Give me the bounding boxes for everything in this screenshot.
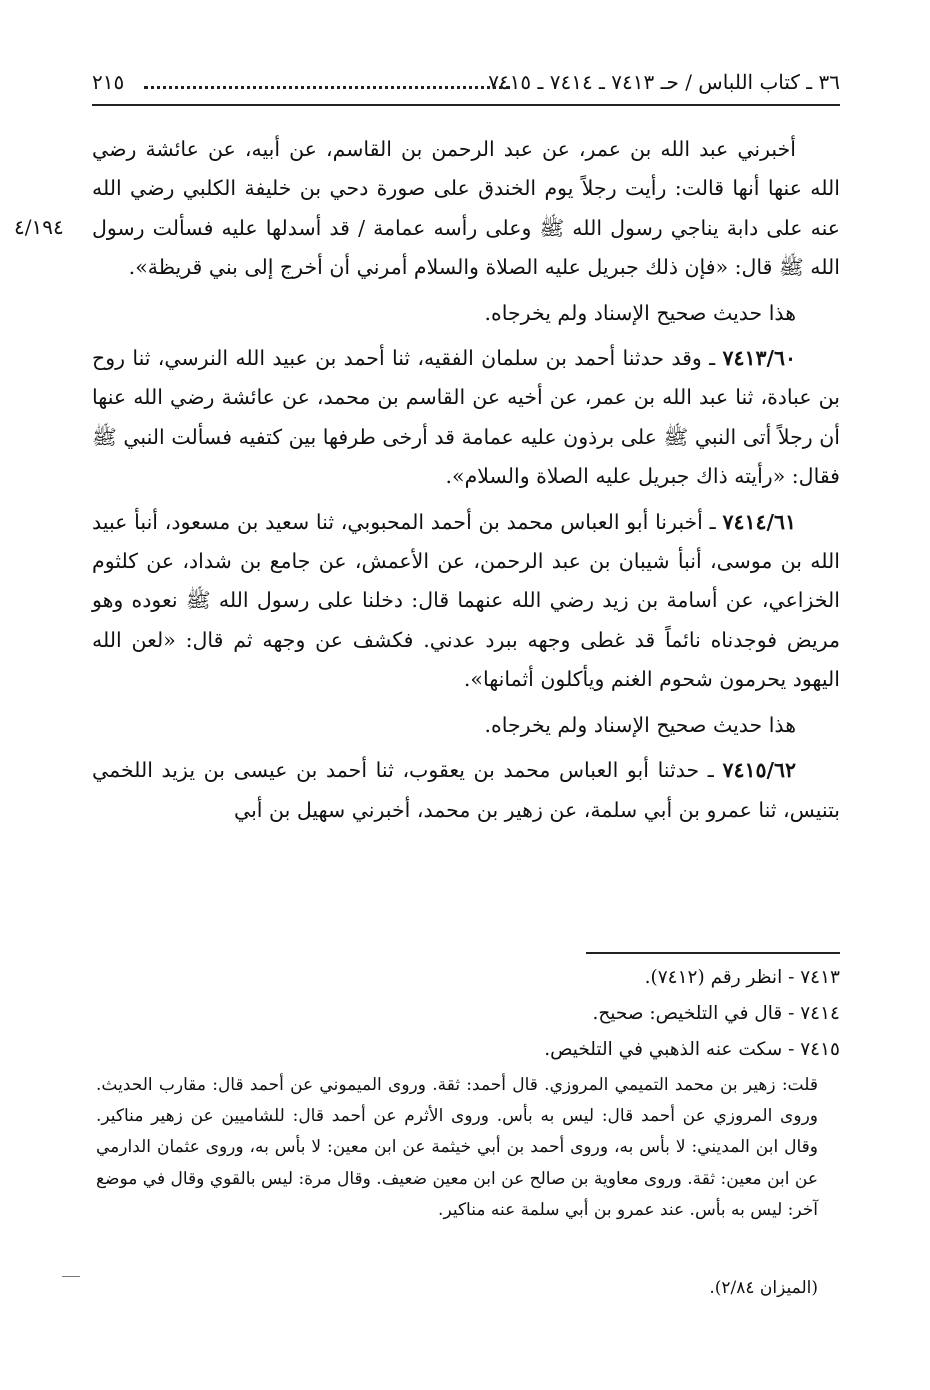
hadith-number: ٧٤١٣/٦٠ [722, 346, 796, 371]
hadith-7414 [92, 503, 840, 700]
header-title: ٣٦ ـ كتاب اللباس / حـ ٧٤١٣ ـ ٧٤١٤ ـ ٧٤١٥ [488, 70, 840, 94]
footnote-note: قلت: زهير بن محمد التميمي المروزي. قال أحمد: ثقة. وروى الميموني عن أحمد قال: مقارب الحديث. وروى المروزي عن أحمد قال: ليس به بأس. وروى الأثرم عن أحمد قال: للشاميين عن زهير مناكير. وقال ابن المديني: لا بأس به، وروى أحمد بن أبي خيثمة عن ابن معين: لا بأس به، وروى عثمان الدارمي عن ابن معين: ثقة. وروى معاوية بن صالح عن ابن معين ضعيف. وقال مرة: ليس بالقوي وقال في موضع آخر: ليس به بأس. عند عمرو بن أبي سلمة عنه مناكير. [96, 1075, 818, 1220]
scan-mark [62, 1276, 80, 1277]
hadith-number: ٧٤١٥/٦٢ [722, 758, 796, 783]
footnote-7413: ٧٤١٣ - انظر رقم (٧٤١٢). [644, 967, 840, 988]
footnote-7415: ٧٤١٥ - سكت عنه الذهبي في التلخيص. [544, 1039, 840, 1060]
paragraph-5: هذا حديث صحيح الإسناد ولم يخرجاه. [484, 712, 796, 737]
hadith-7415 [92, 751, 840, 830]
hadith-text: ـ حدثنا أبو العباس محمد بن يعقوب، ثنا أحمد بن عيسى بن يزيد اللخمي بتنيس، ثنا عمرو بن أبي سلمة، عن زهير بن محمد، أخبرني سهيل بن أبي [92, 758, 840, 822]
hadith-text: ـ وقد حدثنا أحمد بن سلمان الفقيه، ثنا أحمد بن عبيد الله النرسي، ثنا روح بن عبادة، ثنا عبد الله بن عمر، عن أخيه عن القاسم بن محمد، عن عائشة رضي الله عنها أن رجلاً أتى النبي ﷺ على برذون عليه عمامة قد أرخى طرفها بين كتفيه فسألت النبي ﷺ فقال: «رأيته ذاك جبريل عليه الصلاة والسلام». [92, 346, 840, 489]
margin-reference: ٤/١٩٤ [14, 215, 64, 239]
page-number: ٢١٥ [92, 70, 125, 94]
paragraph-1: أخبرني عبد الله بن عمر، عن عبد الرحمن بن القاسم، عن أبيه، عن عائشة رضي الله عنها أنها قالت: رأيت رجلاً يوم الخندق على صورة دحي بن خليفة الكلبي رضي الله عنه على دابة يناجي رسول الله ﷺ وعلى رأسه عمامة / قد أسدلها عليه فسألت رسول الله ﷺ قال: «فإن ذلك جبريل عليه الصلاة والسلام أمرني أن أخرج إلى بني قريظة». [92, 137, 840, 280]
hadith-number: ٧٤١٤/٦١ [722, 509, 796, 534]
hadith-7413 [92, 339, 840, 497]
footnote-source: (الميزان ٢/٨٤). [709, 1278, 818, 1298]
footnote-commentary [96, 1070, 818, 1226]
header-dot-leader [144, 86, 510, 89]
main-text [92, 130, 840, 830]
hadith-text: ـ أخبرنا أبو العباس محمد بن أحمد المحبوبي، ثنا سعيد بن مسعود، أنبأ عبيد الله بن موسى، أنبأ شيبان بن عبد الرحمن، عن الأعمش، عن جامع بن شداد، عن كلثوم الخزاعي، عن أسامة بن زيد رضي الله عنهما قال: دخلنا على رسول الله ﷺ نعوده وهو مريض فوجدناه نائماً قد غطى وجهه ببرد عدني. فكشف عن وجهه ثم قال: «لعن الله اليهود يحرمون شحوم الغنم ويأكلون أثمانها». [92, 509, 840, 692]
header-rule [92, 104, 840, 106]
footnotes [92, 960, 840, 1068]
paragraph-2: هذا حديث صحيح الإسناد ولم يخرجاه. [484, 300, 796, 325]
footnote-7414: ٧٤١٤ - قال في التلخيص: صحيح. [592, 1003, 840, 1024]
footnote-rule [586, 952, 840, 954]
running-header [92, 70, 840, 104]
